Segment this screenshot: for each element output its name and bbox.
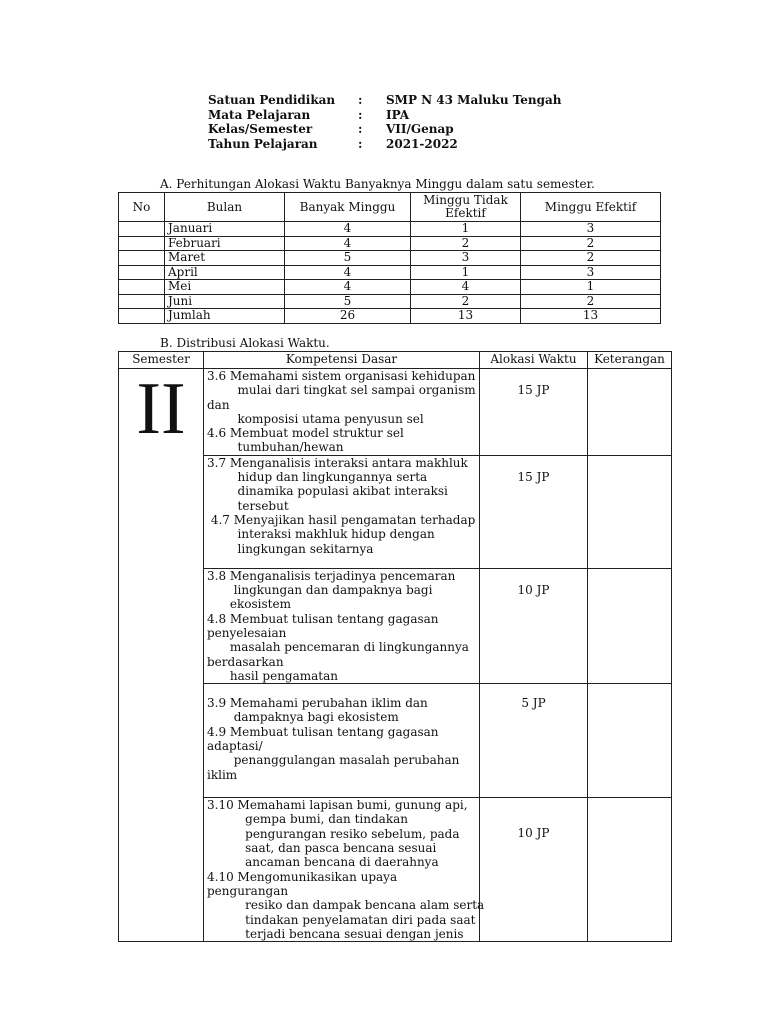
time-distribution-table xyxy=(118,351,672,942)
column-header: Minggu Tidak Efektif xyxy=(411,193,521,222)
kd-line: penyelesaian xyxy=(207,625,287,640)
kd-line: 3.9 Memahami perubahan iklim dan xyxy=(207,696,428,711)
table-row xyxy=(119,222,661,237)
table-row xyxy=(119,236,661,251)
kd-line: pengurangan resiko sebelum, pada xyxy=(207,826,460,841)
kd-line: ekosistem xyxy=(207,597,291,612)
kd-line: 4.6 Membuat model struktur sel xyxy=(207,426,404,441)
alokasi-value: 5 JP xyxy=(521,696,546,711)
cell-minggu-tidak-efektif: 4 xyxy=(411,280,521,295)
document-info xyxy=(208,93,562,151)
kd-line: iklim xyxy=(207,767,238,782)
column-header: Keterangan xyxy=(588,352,672,369)
kompetensi-dasar-cell xyxy=(204,369,480,456)
kd-line: penanggulangan masalah perubahan xyxy=(207,753,460,768)
cell-no xyxy=(119,265,165,280)
column-header: Banyak Minggu xyxy=(285,193,411,222)
kd-line: 3.10 Memahami lapisan bumi, gunung api, xyxy=(207,798,468,813)
cell-banyak-minggu: 4 xyxy=(285,280,411,295)
kd-line: dan xyxy=(207,397,230,412)
cell-minggu-efektif: 2 xyxy=(521,236,661,251)
cell-banyak-minggu: 4 xyxy=(285,222,411,237)
cell-bulan: Jumlah xyxy=(165,309,285,324)
keterangan-cell xyxy=(588,798,672,942)
cell-banyak-minggu: 5 xyxy=(285,294,411,309)
kd-line: tindakan penyelamatan diri pada saat xyxy=(207,912,476,927)
cell-banyak-minggu: 5 xyxy=(285,251,411,266)
keterangan-cell xyxy=(588,684,672,798)
cell-banyak-minggu: 26 xyxy=(285,309,411,324)
cell-minggu-tidak-efektif: 1 xyxy=(411,222,521,237)
kd-line: adaptasi/ xyxy=(207,739,263,754)
cell-minggu-tidak-efektif: 2 xyxy=(411,236,521,251)
column-header: Kompetensi Dasar xyxy=(204,352,480,369)
info-row xyxy=(208,93,562,108)
cell-banyak-minggu: 4 xyxy=(285,265,411,280)
week-allocation-table xyxy=(118,192,661,324)
kompetensi-dasar-cell xyxy=(204,684,480,798)
info-row xyxy=(208,137,562,152)
column-header: No xyxy=(119,193,165,222)
info-label: Kelas/Semester xyxy=(208,122,313,136)
kd-line: 4.7 Menyajikan hasil pengamatan terhadap xyxy=(207,512,476,527)
keterangan-cell xyxy=(588,568,672,683)
column-header: Minggu Efektif xyxy=(521,193,661,222)
kd-line: lingkungan sekitarnya xyxy=(207,541,374,556)
alokasi-waktu-cell xyxy=(480,568,588,683)
cell-no xyxy=(119,280,165,295)
info-label: Mata Pelajaran xyxy=(208,107,311,122)
info-separator: : xyxy=(358,122,363,136)
cell-bulan: Januari xyxy=(165,222,285,237)
kd-line: tumbuhan/hewan xyxy=(207,440,344,455)
column-header: Semester xyxy=(119,352,204,369)
alokasi-waktu-cell xyxy=(480,684,588,798)
alokasi-value: 15 JP xyxy=(517,469,550,484)
table-row xyxy=(119,280,661,295)
cell-no xyxy=(119,222,165,237)
cell-minggu-efektif: 1 xyxy=(521,280,661,295)
table-row xyxy=(119,369,672,456)
kd-line: dampaknya bagi ekosistem xyxy=(207,710,399,725)
kd-line: saat, dan pasca bencana sesuai xyxy=(207,841,437,856)
kompetensi-dasar-cell xyxy=(204,798,485,942)
cell-minggu-efektif: 3 xyxy=(521,265,661,280)
kd-line: lingkungan dan dampaknya bagi xyxy=(207,583,433,598)
cell-no xyxy=(119,294,165,309)
column-header: Bulan xyxy=(165,193,285,222)
kompetensi-dasar-cell xyxy=(204,455,480,568)
kd-line: komposisi utama penyusun sel xyxy=(207,411,424,426)
alokasi-value: 10 JP xyxy=(517,826,550,841)
kd-line: masalah pencemaran di lingkungannya xyxy=(207,640,469,655)
kd-line: 3.7 Menganalisis interaksi antara makhluk xyxy=(207,455,468,470)
semester-cell: II xyxy=(119,369,204,942)
table-row xyxy=(119,265,661,280)
cell-minggu-efektif: 13 xyxy=(521,309,661,324)
info-separator: : xyxy=(358,93,363,107)
table-total-row xyxy=(119,309,661,324)
column-header: Alokasi Waktu xyxy=(480,352,588,369)
cell-banyak-minggu: 4 xyxy=(285,236,411,251)
info-value: VII/Genap xyxy=(386,122,454,136)
info-value: SMP N 43 Maluku Tengah xyxy=(386,93,562,107)
cell-bulan: Februari xyxy=(165,236,285,251)
info-separator: : xyxy=(358,136,363,151)
cell-bulan: Maret xyxy=(165,251,285,266)
table-row xyxy=(119,294,661,309)
cell-no xyxy=(119,309,165,324)
info-row xyxy=(208,122,562,137)
kd-line: 4.9 Membuat tulisan tentang gagasan xyxy=(207,724,439,739)
cell-no xyxy=(119,251,165,266)
kd-line: gempa bumi, dan tindakan xyxy=(207,812,408,827)
section-a-title: A. Perhitungan Alokasi Waktu Banyaknya Minggu dalam satu semester. xyxy=(160,177,595,191)
kd-line: ancaman bencana di daerahnya xyxy=(207,855,439,870)
kd-line: hasil pengamatan xyxy=(207,668,339,683)
alokasi-waktu-cell xyxy=(480,455,588,568)
cell-minggu-tidak-efektif: 13 xyxy=(411,309,521,324)
keterangan-cell xyxy=(588,455,672,568)
info-label: Satuan Pendidikan xyxy=(208,93,336,107)
kd-line: pengurangan xyxy=(207,883,289,898)
info-value: IPA xyxy=(386,107,410,122)
kd-line: tersebut xyxy=(207,498,289,513)
kd-line: dinamika populasi akibat interaksi xyxy=(207,484,448,499)
kd-line: resiko dan dampak bencana alam serta xyxy=(207,898,485,913)
kd-line: berdasarkan xyxy=(207,654,284,669)
cell-no xyxy=(119,236,165,251)
kd-line: 3.6 Memahami sistem organisasi kehidupan xyxy=(207,369,476,383)
kd-line: 4.8 Membuat tulisan tentang gagasan xyxy=(207,611,439,626)
table-row xyxy=(119,251,661,266)
info-value: 2021-2022 xyxy=(386,136,458,151)
info-label: Tahun Pelajaran xyxy=(208,136,318,151)
section-b-title: B. Distribusi Alokasi Waktu. xyxy=(160,336,330,350)
cell-minggu-efektif: 2 xyxy=(521,251,661,266)
info-row xyxy=(208,108,562,123)
kompetensi-dasar-cell xyxy=(204,568,480,683)
alokasi-value: 15 JP xyxy=(517,383,550,397)
alokasi-waktu-cell xyxy=(480,798,588,942)
kd-line: 3.8 Menganalisis terjadinya pencemaran xyxy=(207,568,456,583)
alokasi-waktu-cell xyxy=(480,369,588,456)
kd-line: interaksi makhluk hidup dengan xyxy=(207,527,435,542)
cell-minggu-efektif: 3 xyxy=(521,222,661,237)
kd-line: hidup dan lingkungannya serta xyxy=(207,470,428,485)
cell-minggu-tidak-efektif: 3 xyxy=(411,251,521,266)
cell-minggu-efektif: 2 xyxy=(521,294,661,309)
info-separator: : xyxy=(358,107,363,122)
cell-minggu-tidak-efektif: 1 xyxy=(411,265,521,280)
table-header-row xyxy=(119,352,672,369)
kd-line: 4.10 Mengomunikasikan upaya xyxy=(207,869,398,884)
kd-line: mulai dari tingkat sel sampai organism xyxy=(207,383,476,398)
table-header-row xyxy=(119,193,661,222)
cell-bulan: April xyxy=(165,265,285,280)
cell-minggu-tidak-efektif: 2 xyxy=(411,294,521,309)
keterangan-cell xyxy=(588,369,672,456)
cell-bulan: Mei xyxy=(165,280,285,295)
alokasi-value: 10 JP xyxy=(517,582,550,597)
cell-bulan: Juni xyxy=(165,294,285,309)
kd-line: terjadi bencana sesuai dengan jenis xyxy=(207,926,464,941)
